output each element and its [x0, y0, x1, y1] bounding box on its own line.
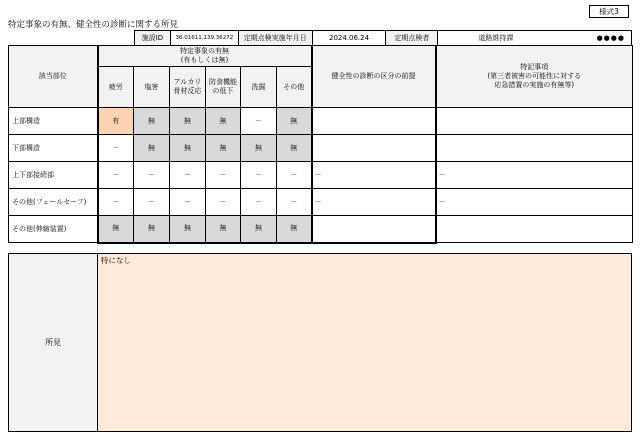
event-header-scour: 洗掘	[241, 67, 277, 108]
event-cell: 有	[98, 108, 134, 135]
inspector-value: 道路維持課	[478, 34, 514, 42]
notes-cell: －	[436, 162, 633, 189]
inspector-mark: ●●●●	[596, 34, 626, 42]
part-column-header: 該当部位	[9, 46, 98, 108]
notes-header-sub2: 応急措置の実施の有無等)	[494, 81, 575, 89]
remarks-label: 所見	[9, 254, 98, 431]
notes-cell	[436, 135, 633, 162]
event-cell: 無	[134, 216, 170, 243]
part-name: 上部構造	[9, 108, 98, 135]
facility-id-label: 施設ID	[135, 31, 171, 45]
premise-column-header: 健全性の診断の区分の前提	[312, 46, 436, 108]
events-header-title: 特定事象の有無	[180, 47, 230, 55]
event-cell: 無	[241, 216, 277, 243]
premise-cell	[312, 108, 436, 135]
inspector-field	[438, 31, 632, 45]
notes-header-title: 特記事項	[520, 63, 549, 71]
notes-cell: －	[436, 189, 633, 216]
event-cell: －	[241, 162, 277, 189]
table-row	[9, 162, 633, 189]
event-cell: －	[277, 162, 312, 189]
part-name: その他(フェールセーフ)	[9, 189, 98, 216]
premise-cell	[312, 135, 436, 162]
event-header-corrosion: 防食機能の低下	[206, 67, 241, 108]
notes-cell	[436, 216, 633, 243]
event-cell: －	[134, 162, 170, 189]
event-cell: 無	[277, 216, 312, 243]
inspector-label: 定期点検者	[386, 31, 438, 45]
event-cell: －	[134, 189, 170, 216]
table-row	[9, 135, 633, 162]
table-row	[9, 216, 633, 243]
facility-id-value: 36.01611,139.36272	[171, 31, 239, 45]
events-header-sub: (有もしくは無)	[180, 56, 229, 64]
notes-header-sub1: (第三者被害の可能性に対する	[487, 72, 582, 80]
notes-column-header	[436, 46, 633, 108]
table-row	[9, 189, 633, 216]
part-name: 上下部接続部	[9, 162, 98, 189]
event-cell: －	[206, 162, 241, 189]
events-column-header	[98, 46, 312, 67]
inspection-date-label: 定期点検実施年月日	[239, 31, 313, 45]
event-header-fatigue: 疲労	[98, 67, 134, 108]
event-cell: 無	[277, 108, 312, 135]
event-cell: －	[170, 162, 206, 189]
event-cell: 無	[98, 216, 134, 243]
event-cell: 無	[277, 135, 312, 162]
event-cell: －	[98, 162, 134, 189]
inspection-date-value: 2024.06.24	[313, 31, 387, 45]
remarks-section	[8, 253, 632, 432]
premise-cell: －	[312, 162, 436, 189]
facility-info-bar	[134, 30, 632, 45]
part-name: 下部構造	[9, 135, 98, 162]
event-cell: 無	[170, 216, 206, 243]
event-cell: 無	[170, 135, 206, 162]
remarks-text[interactable]: 特になし	[98, 254, 631, 431]
event-cell: 無	[206, 108, 241, 135]
event-cell: 無	[170, 108, 206, 135]
event-cell: 無	[134, 108, 170, 135]
event-cell: 無	[241, 135, 277, 162]
event-cell: 無	[206, 216, 241, 243]
specific-events-table	[8, 45, 633, 244]
notes-cell	[436, 108, 633, 135]
event-header-salt: 塩害	[134, 67, 170, 108]
premise-cell: －	[312, 189, 436, 216]
event-header-other: その他	[277, 67, 312, 108]
event-cell: 無	[134, 135, 170, 162]
event-cell: －	[277, 189, 312, 216]
page-title: 特定事象の有無、健全性の診断に関する所見	[8, 20, 179, 30]
event-cell: －	[98, 189, 134, 216]
event-cell: －	[241, 108, 277, 135]
table-row	[9, 108, 633, 135]
premise-cell	[312, 216, 436, 243]
event-cell: 無	[206, 135, 241, 162]
part-name: その他(伸縮装置)	[9, 216, 98, 243]
event-cell: －	[98, 135, 134, 162]
event-header-asr: アルカリ骨材反応	[170, 67, 206, 108]
event-cell: －	[206, 189, 241, 216]
event-cell: －	[170, 189, 206, 216]
event-cell: －	[241, 189, 277, 216]
form-number-box: 様式3	[589, 5, 629, 18]
